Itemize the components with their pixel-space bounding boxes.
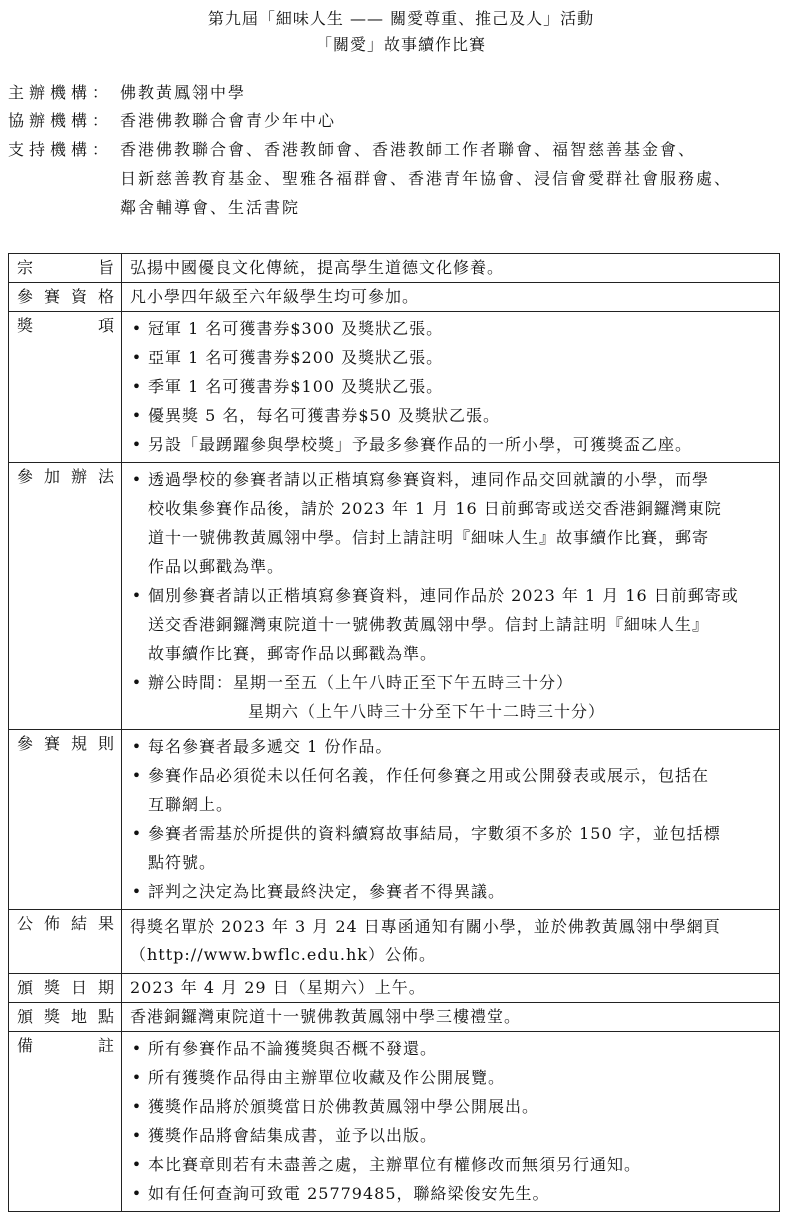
row-results [9,910,780,974]
prizes-label: 獎項 [9,312,122,463]
list-item [130,761,775,819]
list-item [130,1150,775,1179]
list-item [130,343,775,372]
eligibility-value: 凡小學四年級至六年級學生均可參加。 [130,287,420,306]
method-individual-line: 故事續作比賽，郵寄作品以郵戳為準。 [148,644,438,663]
prize-champion: 冠軍 1 名可獲書券$300 及獎狀乙張。 [148,319,444,338]
co-label: 協辦機構： [8,111,114,130]
competition-title: 「關愛」故事續作比賽 [315,35,486,54]
rule-line: 每名參賽者最多遞交 1 份作品。 [148,737,393,756]
bullet-icon: • [131,1039,143,1058]
office-hours-weekday: 辦公時間：星期一至五（上午八時正至下午五時三十分） [148,673,574,692]
results-line: （http://www.bwflc.edu.hk）公佈。 [130,945,436,964]
bullet-icon: • [131,882,143,901]
rule-line: 參賽作品必須從未以任何名義，作任何參賽之用或公開發表或展示，包括在 [148,766,710,785]
row-remarks [9,1032,780,1212]
remarks-list [130,1034,775,1208]
list-item [130,877,775,906]
bullet-icon: • [131,766,143,785]
supporting-organisers [8,137,696,160]
remark-enquiry: 如有任何查詢可致電 25779485，聯絡梁俊安先生。 [148,1184,550,1203]
bullet-icon: • [131,824,143,843]
remark-line: 獲獎作品將於頒獎當日於佛教黃鳳翎中學公開展出。 [148,1097,540,1116]
competition-details-table [8,253,780,1212]
list-item [130,668,775,726]
list-item [130,401,775,430]
list-item [130,430,775,459]
prize-second-runner-up: 季軍 1 名可獲書券$100 及獎狀乙張。 [148,377,444,396]
bullet-icon: • [131,737,143,756]
bullet-icon: • [131,673,143,692]
award-venue-value: 香港銅鑼灣東院道十一號佛教黃鳳翎中學三樓禮堂。 [130,1007,522,1026]
list-item [130,819,775,877]
method-list [130,465,775,726]
bullet-icon: • [131,1184,143,1203]
method-individual-line: 送交香港銅鑼灣東院道十一號佛教黃鳳翎中學。信封上請註明『細味人生』 [148,615,710,634]
aim-label: 宗旨 [9,254,122,283]
prizes-list [130,314,775,459]
row-aim [9,254,780,283]
bullet-icon: • [131,406,143,425]
office-hours-saturday: 星期六（上午八時三十分至下午十二時三十分） [248,702,606,721]
row-award-date [9,974,780,1003]
rule-line: 評判之決定為比賽最終決定，參賽者不得異議。 [148,882,506,901]
row-rules [9,730,780,910]
support-line: 鄰舍輔導會、生活書院 [120,198,301,217]
co-value: 香港佛教聯合會青少年中心 [120,111,337,130]
row-award-venue [9,1003,780,1032]
support-line: 日新慈善教育基金、聖雅各福群會、香港青年協會、浸信會愛群社會服務處、 [120,169,733,188]
eligibility-label: 參賽資格 [9,283,122,312]
co-organiser [8,108,336,131]
remark-line: 所有參賽作品不論獲獎與否概不發還。 [148,1039,438,1058]
list-item [130,465,775,581]
row-method [9,463,780,730]
method-school-line: 透過學校的參賽者請以正楷填寫參賽資料，連同作品交回就讀的小學，而學 [148,470,710,489]
award-date-value: 2023 年 4 月 29 日（星期六）上午。 [130,978,426,997]
prize-merit: 優異獎 5 名，每名可獲書券$50 及獎狀乙張。 [148,406,500,425]
award-venue-label: 頒獎地點 [9,1003,122,1032]
method-school-line: 作品以郵戳為準。 [148,557,285,576]
results-line: 得獎名單於 2023 年 3 月 24 日專函通知有關小學，並於佛教黃鳳翎中學網頁 [130,917,721,936]
list-item [130,1179,775,1208]
list-item [130,1121,775,1150]
list-item [130,581,775,668]
award-date-label: 頒獎日期 [9,974,122,1003]
row-prizes [9,312,780,463]
host-label: 主辦機構： [8,83,114,102]
bullet-icon: • [131,319,143,338]
aim-value: 弘揚中國優良文化傳統，提高學生道德文化修養。 [130,258,505,277]
list-item [130,314,775,343]
list-item [130,1063,775,1092]
support-label: 支持機構： [8,140,114,159]
list-item [130,732,775,761]
remarks-label: 備註 [9,1032,122,1212]
bullet-icon: • [131,1097,143,1116]
results-label: 公佈結果 [9,910,122,974]
bullet-icon: • [131,1155,143,1174]
prize-school-award: 另設「最踴躍參與學校獎」予最多參賽作品的一所小學，可獲獎盃乙座。 [148,435,693,454]
list-item [130,1034,775,1063]
remark-line: 所有獲獎作品得由主辦單位收藏及作公開展覽。 [148,1068,506,1087]
bullet-icon: • [131,435,143,454]
bullet-icon: • [131,470,143,489]
method-label: 參加辦法 [9,463,122,730]
list-item [130,372,775,401]
prize-first-runner-up: 亞軍 1 名可獲書券$200 及獎狀乙張。 [148,348,444,367]
bullet-icon: • [131,1126,143,1145]
event-title: 第九屆「細味人生 —— 關愛尊重、推己及人」活動 [207,9,595,28]
remark-line: 本比賽章則若有未盡善之處，主辦單位有權修改而無須另行通知。 [148,1155,642,1174]
bullet-icon: • [131,348,143,367]
rule-line: 參賽者需基於所提供的資料續寫故事結局，字數須不多於 150 字，並包括標 [148,824,721,843]
list-item [130,1092,775,1121]
remark-line: 獲獎作品將會結集成書，並予以出版。 [148,1126,438,1145]
row-eligibility [9,283,780,312]
method-individual-line: 個別參賽者請以正楷填寫參賽資料，連同作品於 2023 年 1 月 16 日前郵寄或 [148,586,739,605]
host-organiser [8,80,246,103]
rules-list [130,732,775,906]
rule-line: 點符號。 [148,853,217,872]
support-line: 香港佛教聯合會、香港教師會、香港教師工作者聯會、福智慈善基金會、 [120,140,697,159]
bullet-icon: • [131,586,143,605]
bullet-icon: • [131,1068,143,1087]
rule-line: 互聯網上。 [148,795,234,814]
bullet-icon: • [131,377,143,396]
host-value: 佛教黃鳳翎中學 [120,83,247,102]
method-school-line: 校收集參賽作品後，請於 2023 年 1 月 16 日前郵寄或送交香港銅鑼灣東院 [148,499,722,518]
method-school-line: 道十一號佛教黃鳳翎中學。信封上請註明『細味人生』故事續作比賽，郵寄 [148,528,710,547]
rules-label: 參賽規則 [9,730,122,910]
